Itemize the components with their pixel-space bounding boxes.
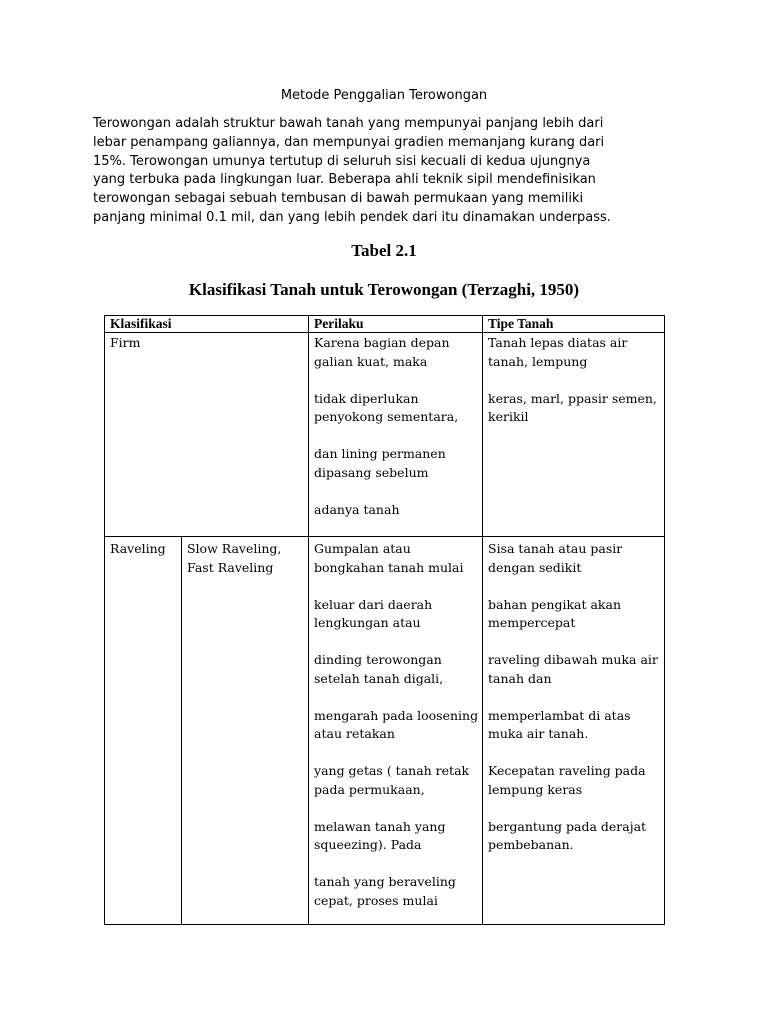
cell-text: Firm — [110, 335, 141, 350]
cell-text: setelah tanah digali, — [314, 670, 444, 686]
cell-text: Tanah lepas diatas air — [488, 335, 628, 350]
cell-text: bergantung pada derajat — [488, 818, 647, 834]
cell-text: adanya tanah — [314, 501, 400, 517]
cell-text: penyokong sementara, — [314, 409, 459, 424]
classification-table — [104, 315, 665, 925]
cell-perilaku-raveling — [309, 537, 483, 925]
cell-text: yang getas ( tanah retak — [314, 763, 470, 778]
cell-text: tanah, lempung — [488, 353, 588, 369]
table-caption: Klasifikasi Tanah untuk Terowongan (Terzaghi, 1950) — [188, 280, 580, 299]
cell-text: muka air tanah. — [488, 726, 589, 741]
cell-klasifikasi-raveling — [105, 537, 182, 925]
cell-text: keras, marl, ppasir semen, — [488, 390, 657, 406]
cell-text: lengkungan atau — [314, 615, 421, 630]
cell-text: dan lining permanen — [314, 446, 446, 461]
cell-tipe-tanah-firm — [483, 333, 665, 537]
cell-text: raveling dibawah muka air — [488, 652, 658, 667]
cell-text: dinding terowongan — [314, 652, 442, 667]
cell-text: kerikil — [488, 409, 529, 424]
cell-klasifikasi-firm — [105, 333, 309, 537]
cell-text: Slow Raveling, — [187, 541, 282, 556]
intro-paragraph — [93, 115, 693, 228]
table-row-firm — [105, 333, 665, 537]
cell-text: Karena bagian depan — [314, 335, 450, 350]
cell-text: tidak diperlukan — [314, 390, 419, 406]
cell-text: memperlambat di atas — [488, 707, 631, 723]
cell-text: bongkahan tanah mulai — [314, 559, 464, 575]
cell-subtype-raveling — [182, 537, 309, 925]
table-header-row — [105, 316, 665, 333]
cell-text: tanah yang beraveling — [314, 874, 456, 889]
cell-text: dengan sedikit — [488, 559, 582, 575]
cell-text: Raveling — [110, 541, 166, 556]
cell-text: dipasang sebelum — [314, 464, 429, 480]
header-klasifikasi: Klasifikasi — [105, 316, 309, 333]
cell-text: keluar dari daerah — [314, 596, 433, 612]
intro-line: lebar penampang galiannya, dan mempunyai gradien memanjang kurang dari — [93, 134, 605, 150]
cell-text: Kecepatan raveling pada — [488, 763, 646, 778]
table-title: Tabel 2.1 — [351, 241, 417, 260]
header-perilaku: Perilaku — [309, 316, 483, 333]
cell-text: melawan tanah yang — [314, 818, 446, 834]
cell-text: atau retakan — [314, 726, 395, 741]
cell-text: squeezing). Pada — [314, 837, 422, 852]
header-tipe-tanah: Tipe Tanah — [483, 316, 665, 333]
cell-text: bahan pengikat akan — [488, 596, 621, 612]
cell-text: galian kuat, maka — [314, 353, 428, 369]
cell-text: Sisa tanah atau pasir — [488, 541, 623, 556]
intro-line: terowongan sebagai sebuah tembusan di bawah permukaan yang memiliki — [93, 191, 584, 207]
cell-perilaku-firm — [309, 333, 483, 537]
intro-line: panjang minimal 0.1 mil, dan yang lebih pendek dari itu dinamakan underpass. — [93, 209, 611, 225]
cell-text: Fast Raveling — [187, 559, 274, 575]
cell-text: cepat, proses mulai — [314, 892, 438, 908]
intro-line: yang terbuka pada lingkungan luar. Beberapa ahli teknik sipil mendefinisikan — [93, 172, 596, 188]
intro-line: 15%. Terowongan umunya tertutup di seluruh sisi kecuali di kedua ujungnya — [93, 153, 591, 169]
document-title: Metode Penggalian Terowongan — [280, 88, 488, 103]
cell-text: Gumpalan atau — [314, 541, 411, 556]
cell-text: pada permukaan, — [314, 781, 425, 797]
table-row-raveling — [105, 537, 665, 925]
cell-text: mengarah pada loosening — [314, 707, 479, 723]
cell-text: pembebanan. — [488, 837, 574, 852]
cell-tipe-tanah-raveling — [483, 537, 665, 925]
cell-text: lempung keras — [488, 781, 583, 797]
cell-text: mempercepat — [488, 615, 576, 630]
cell-text: tanah dan — [488, 670, 552, 686]
intro-line: Terowongan adalah struktur bawah tanah yang mempunyai panjang lebih dari — [93, 116, 604, 131]
